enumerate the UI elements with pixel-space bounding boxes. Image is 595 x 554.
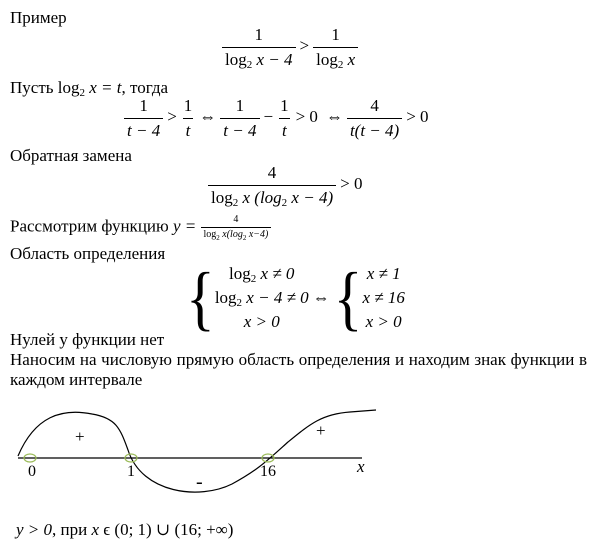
domain-label: Область определения xyxy=(10,244,166,263)
number-line xyxy=(0,400,595,500)
substitution-line: Пусть $\log_2 x = t$, тогда xyxy=(10,78,169,99)
right-brace: { xyxy=(333,258,363,338)
point-label-1: 1 xyxy=(127,463,135,480)
main-inequality: $\frac{1}{\log_2 x - 4}$ > $\frac{1}{\log_2 x}$ xyxy=(222,24,358,71)
reverse-inequality: $\frac{4}{\log_2 x (\log_2 x - 4)}$ > 0 xyxy=(208,162,366,209)
system-left: $\log_2 x \ne 0$ $\log_2 x - 4 \ne 0$ x > 0 xyxy=(214,264,309,331)
sign-plus-1: + xyxy=(75,427,85,446)
sign-minus: - xyxy=(196,471,203,493)
consider-line: Рассмотрим функцию y = $\frac{4}{\log_2 x(\log_2 x-4)}$ xyxy=(10,214,271,241)
lhs-fraction: $\frac{1}{\log_2 x - 4}$ xyxy=(222,24,296,71)
no-zeros: Нулей у функции нет xyxy=(10,330,165,349)
reverse-label: Обратная замена xyxy=(10,146,132,165)
left-brace: { xyxy=(186,258,215,338)
answer-line: y > 0, при x ϵ (0; 1) ∪ (16; +∞) xyxy=(16,520,234,539)
instruction: Наносим на числовую прямую область определения и находим знак функции в каждом интервале xyxy=(10,350,587,389)
heading-example: Пример xyxy=(10,8,67,27)
point-label-16: 16 xyxy=(260,463,276,480)
point-label-0: 0 xyxy=(28,463,36,480)
sign-plus-2: + xyxy=(316,421,326,440)
axis-label-x: x xyxy=(357,457,365,476)
system-right: x ≠ 1 x ≠ 16 x > 0 xyxy=(362,264,405,331)
equivalence-chain: $\frac{1}{t - 4}$ > $\frac{1}{t}$ ⇔ $\frac{1}{t - 4}$ − $\frac{1}{t}$ > 0 ⇔ $\frac{4}{t(t - 4)}$ > 0 xyxy=(124,95,433,142)
rhs-fraction: $\frac{1}{\log_2 x}$ xyxy=(313,24,358,71)
domain-system: { $\log_2 x \ne 0$ $\log_2 x - 4 \ne 0$ x > 0 ⇔ { x ≠ 1 x ≠ 16 x > 0 xyxy=(186,258,405,338)
